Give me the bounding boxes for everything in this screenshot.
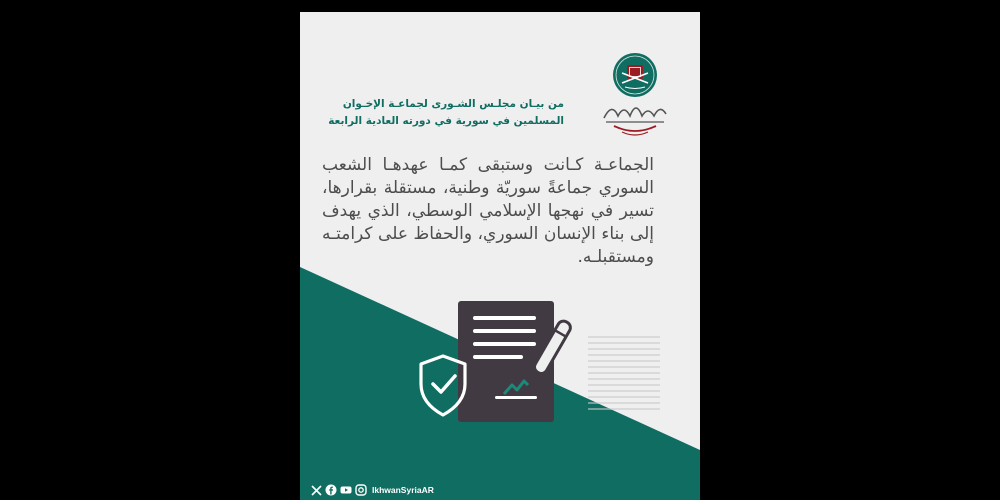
youtube-icon[interactable] [340,484,352,496]
signed-document-illustration [400,284,665,454]
statement-source-line-1: من بيـان مجلـس الشـورى لجماعـة الإخـوان [342,98,564,110]
background-texture [588,336,660,410]
organization-logo [600,52,670,148]
emblem-icon [600,52,670,148]
quote-text: الجماعـة كـانت وستبقى كمـا عهدهـا الشعب السوري جماعةً سوريّة وطنية، مستقلة بقرارها، تسير في نهجها الإسلامي الوسطي، الذي يهدف إلى بناء الإنسان السوري، والحفاظ على كرامتـه ومستقبلـه. [322,155,654,267]
statement-source-line-2: المسلمين في سورية في دورته العادية الرابعة [328,115,564,127]
facebook-icon[interactable] [325,484,337,496]
social-footer [310,482,434,498]
post-card [300,12,700,500]
social-handle[interactable]: IkhwanSyriaAR [372,485,434,495]
instagram-icon[interactable] [355,484,367,496]
x-icon[interactable] [310,484,322,496]
